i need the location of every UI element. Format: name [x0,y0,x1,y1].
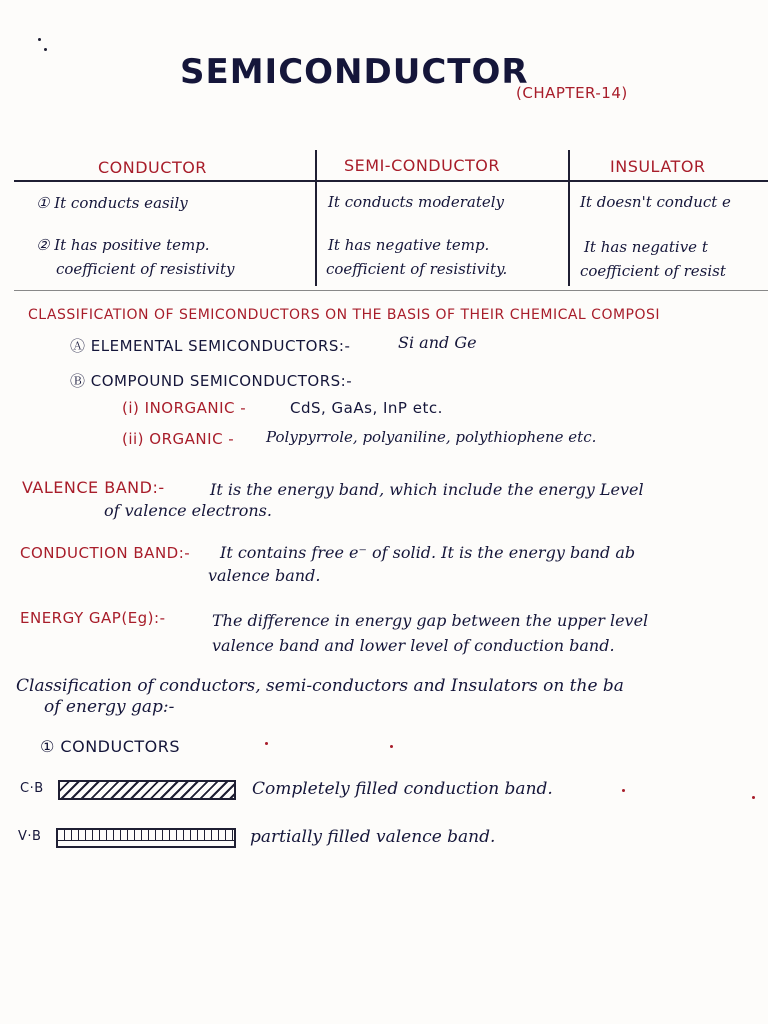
ink-speck [390,745,393,748]
energy-gap-classification-heading-2: of energy gap:- [44,697,175,717]
valence-band-fill [58,830,234,841]
header-insulator: INSULATOR [610,157,706,176]
ink-speck [265,742,268,745]
cell-insulator-1: It doesn't conduct e [580,193,731,211]
conductors-item: ① CONDUCTORS [40,737,181,756]
classification-heading: CLASSIFICATION OF SEMICONDUCTORS ON THE BASIS OF THEIR CHEMICAL COMPOSI [28,307,661,323]
cell-semiconductor-2a: It has negative temp. [328,236,490,254]
table-header-divider [14,180,768,182]
ink-speck [622,789,625,792]
energy-gap-line2: valence band and lower level of conduction band. [212,636,615,655]
cb-description: Completely filled conduction band. [252,779,553,799]
conduction-band-label: CONDUCTION BAND:- [20,544,191,562]
ink-speck [44,48,47,51]
table-bottom-divider [14,290,768,291]
table-column-divider-2 [568,150,570,286]
cell-conductor-2b: coefficient of resistivity [56,260,235,278]
vb-description: partially filled valence band. [250,827,496,847]
header-conductor: CONDUCTOR [98,158,207,177]
ink-speck [38,38,41,41]
conduction-band-box [58,780,236,800]
compound-label: Ⓑ COMPOUND SEMICONDUCTORS:- [70,372,353,390]
energy-gap-label: ENERGY GAP(Eg):- [20,609,166,627]
page-title: SEMICONDUCTOR [180,52,529,92]
organic-value: Polypyrrole, polyaniline, polythiophene etc. [266,428,597,446]
cell-conductor-1: ① It conducts easily [36,194,188,212]
elemental-value: Si and Ge [398,333,477,352]
inorganic-label: (i) INORGANIC - [122,399,247,417]
cb-label: C·B [20,781,44,796]
energy-gap-classification-heading-1: Classification of conductors, semi-conductors and Insulators on the ba [16,676,624,696]
chapter-label: (CHAPTER-14) [516,84,628,102]
cell-semiconductor-2b: coefficient of resistivity. [326,260,508,278]
conduction-band-line2: valence band. [208,566,321,585]
ink-speck [752,796,755,799]
valence-band-line1: It is the energy band, which include the energy Level [210,480,644,499]
inorganic-value: CdS, GaAs, InP etc. [290,399,443,417]
cell-insulator-2b: coefficient of resist [580,262,726,280]
energy-gap-line1: The difference in energy gap between the upper level [212,611,649,630]
cell-semiconductor-1: It conducts moderately [328,193,504,211]
organic-label: (ii) ORGANIC - [122,430,235,448]
valence-band-box [56,828,236,848]
valence-band-label: VALENCE BAND:- [22,478,165,497]
elemental-label: Ⓐ ELEMENTAL SEMICONDUCTORS:- [70,337,351,355]
valence-band-line2: of valence electrons. [104,501,272,520]
conduction-band-line1: It contains free e⁻ of solid. It is the energy band ab [220,543,636,562]
cell-insulator-2a: It has negative t [584,238,708,256]
vb-label: V·B [18,829,42,844]
table-column-divider-1 [315,150,317,286]
header-semiconductor: SEMI-CONDUCTOR [344,156,500,175]
cell-conductor-2a: ② It has positive temp. [36,236,210,254]
